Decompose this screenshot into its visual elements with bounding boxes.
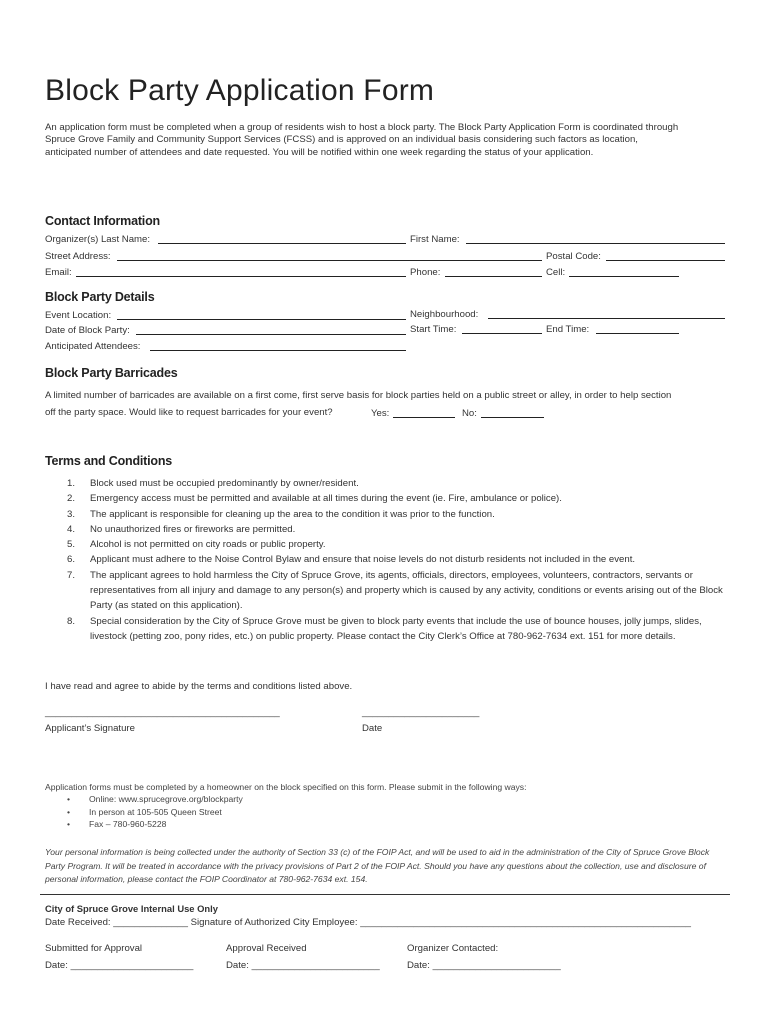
barricades-heading: Block Party Barricades: [45, 366, 178, 380]
list-item: 4. No unauthorized fires or fireworks are permitted.: [67, 523, 296, 535]
event-location-field[interactable]: [117, 309, 406, 320]
submit-ways-list: [45, 793, 735, 830]
list-item: 7. The applicant agrees to hold harmless the City of Spruce Grove, its agents, officials, directors, employees, volunteers, contractors, servants or representatives from all injury and damage to any person(s) and property which is caused by any activity, conditions or events arising out of the Block Party (as stated on this application).: [67, 569, 723, 612]
phone-field[interactable]: [445, 266, 542, 277]
barricades-text-2: off the party space. Would like to request barricades for your event?: [45, 407, 333, 418]
last-name-label: Organizer(s) Last Name:: [45, 234, 151, 245]
attendees-label: Anticipated Attendees:: [45, 341, 141, 352]
list-item: 5. Alcohol is not permitted on city roads or public property.: [67, 539, 326, 551]
end-time-field[interactable]: [596, 323, 679, 334]
signature-label: Applicant’s Signature: [45, 723, 135, 734]
end-time-label: End Time:: [546, 324, 590, 335]
list-item: 2. Emergency access must be permitted and available at all times during the event (ie. Fire, ambulance or police).: [67, 493, 562, 505]
submitted-label: Submitted for Approval: [45, 943, 143, 954]
start-time-field[interactable]: [462, 323, 542, 334]
first-name-field[interactable]: [466, 233, 725, 244]
terms-list: [45, 476, 735, 644]
start-time-label: Start Time:: [410, 324, 457, 335]
last-name-field[interactable]: [158, 233, 406, 244]
postal-field[interactable]: [606, 250, 725, 261]
terms-heading: Terms and Conditions: [45, 454, 173, 468]
street-field[interactable]: [117, 250, 542, 261]
agree-statement: I have read and agree to abide by the terms and conditions listed above.: [45, 681, 353, 692]
bullet-icon: •: [67, 794, 71, 805]
approval-received-label: Approval Received: [226, 943, 307, 954]
internal-heading: City of Spruce Grove Internal Use Only: [45, 903, 218, 914]
street-label: Street Address:: [45, 251, 111, 262]
contact-heading: Contact Information: [45, 214, 160, 228]
barricades-no-field[interactable]: [481, 407, 544, 418]
signature-line[interactable]: ____________________________________________: [45, 707, 280, 718]
list-item: • In person at 105-505 Queen Street: [67, 806, 222, 817]
party-date-field[interactable]: [136, 324, 406, 335]
approval-date-field[interactable]: Date: ________________________: [226, 960, 380, 971]
bullet-icon: •: [67, 819, 71, 830]
list-item: 1. Block used must be occupied predominantly by owner/resident.: [67, 478, 359, 489]
attendees-field[interactable]: [150, 340, 406, 351]
first-name-label: First Name:: [410, 234, 460, 245]
cell-field[interactable]: [569, 266, 679, 277]
event-location-label: Event Location:: [45, 310, 112, 321]
signature-date-label: Date: [362, 723, 383, 734]
barricades-yes-field[interactable]: [393, 407, 455, 418]
list-item: • Online: www.sprucegrove.org/blockparty: [67, 794, 243, 805]
list-item: 3. The applicant is responsible for cleaning up the area to the condition it was prior to the function.: [67, 508, 495, 520]
party-date-label: Date of Block Party:: [45, 325, 130, 336]
postal-label: Postal Code:: [546, 251, 601, 262]
barricades-text-1: A limited number of barricades are available on a first come, first serve basis for block parties held on a public street or alley, in order to help section: [45, 390, 672, 401]
cell-label: Cell:: [546, 267, 566, 278]
neighbourhood-field[interactable]: [488, 308, 725, 319]
contacted-date-field[interactable]: Date: ________________________: [407, 960, 561, 971]
page-title: Block Party Application Form: [45, 74, 435, 107]
barricades-yes-label: Yes:: [371, 408, 390, 419]
divider: [40, 894, 730, 895]
list-item: 6. Applicant must adhere to the Noise Control Bylaw and ensure that noise levels do not disturb residents not included in the event.: [67, 554, 636, 566]
details-heading: Block Party Details: [45, 290, 155, 304]
list-item: • Fax – 780-960-5228: [67, 819, 167, 830]
submit-instructions: [45, 781, 735, 831]
signature-date-line[interactable]: ______________________: [362, 707, 480, 718]
barricades-no-label: No:: [462, 408, 477, 419]
submit-intro: Application forms must be completed by a homeowner on the block specified on this form. Please submit in the following ways:: [45, 782, 527, 792]
neighbourhood-label: Neighbourhood:: [410, 309, 479, 320]
email-field[interactable]: [76, 266, 406, 277]
intro-paragraph: An application form must be completed when a group of residents wish to host a block party. The Block Party Application Form is coordinated through Spruce Grove Family and Community Support Services (FCSS) and is approved on an individual basis considering such factors as location, anticipated number of attendees and date requested. You will be notified within one week regarding the status of your application.: [45, 122, 679, 158]
email-label: Email:: [45, 267, 72, 278]
phone-label: Phone:: [410, 267, 441, 278]
list-item: 8. Special consideration by the City of Spruce Grove must be given to block party events that include the use of bounce houses, jolly jumps, slides, livestock (petting zoo, pony rides, etc.) on public property. Please contact the City Clerk’s Office at 780-962-7634 ext. 151 for more details.: [67, 615, 702, 642]
bullet-icon: •: [67, 806, 71, 817]
submitted-date-field[interactable]: Date: _______________________: [45, 960, 194, 971]
date-received-line[interactable]: Date Received: ______________ Signature of Authorized City Employee: ______________________________________________________________: [45, 917, 692, 928]
privacy-notice: Your personal information is being collected under the authority of Section 33 (c) of the FOIP Act, and will be used to aid in the administration of the City of Spruce Grove Block Party Program. It will be treated in accordance with the privacy provisions of Part 2 of the FOIP Act. Should you have any questions about the collection, use and disclosure of personal information, please contact the FOIP Coordinator at 780-962-7634 ext. 154.: [45, 847, 710, 885]
organizer-contacted-label: Organizer Contacted:: [407, 943, 499, 954]
